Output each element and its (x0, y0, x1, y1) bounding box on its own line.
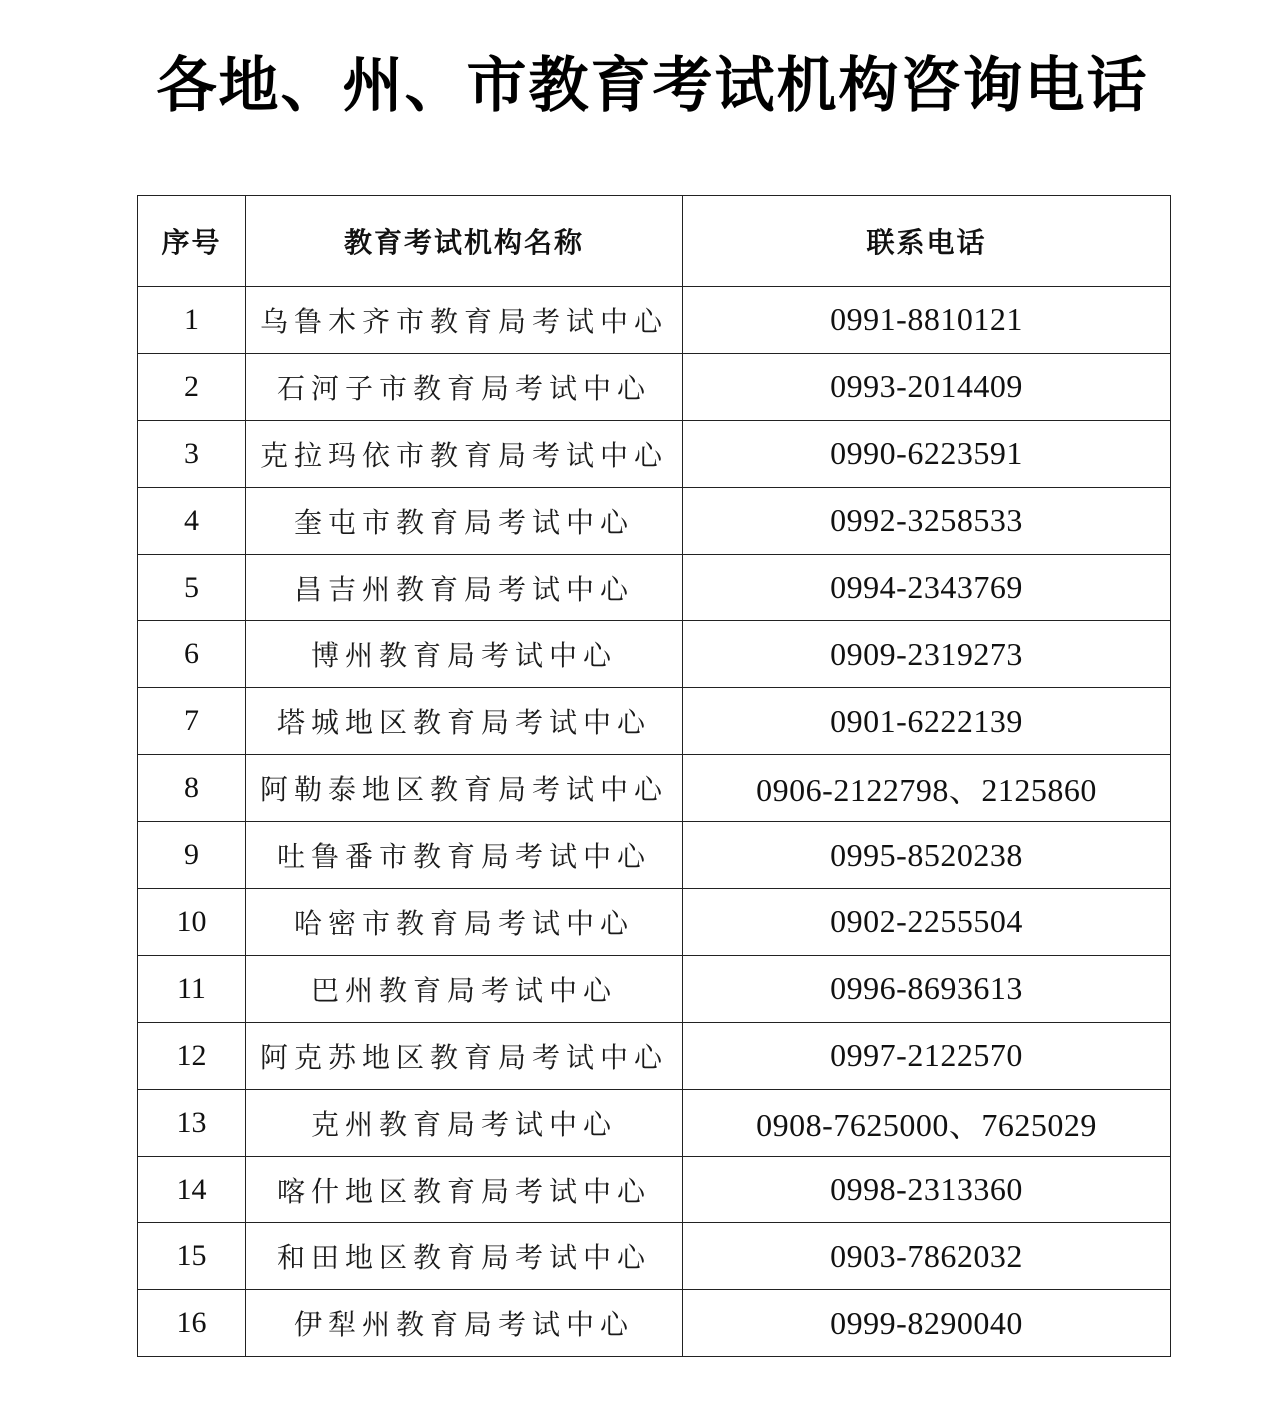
phone-number: 0994-2343769 (683, 554, 1171, 621)
phone-number: 0997-2122570 (683, 1022, 1171, 1089)
institution-name: 巴州教育局考试中心 (246, 955, 683, 1022)
institution-name: 博州教育局考试中心 (246, 621, 683, 688)
table-header-row (138, 196, 1171, 287)
row-index: 14 (138, 1156, 246, 1223)
phone-number: 0998-2313360 (683, 1156, 1171, 1223)
table-row (138, 353, 1171, 420)
table-row (138, 554, 1171, 621)
phone-number: 0996-8693613 (683, 955, 1171, 1022)
table-row (138, 688, 1171, 755)
header-index: 序号 (138, 196, 246, 287)
institution-name: 喀什地区教育局考试中心 (246, 1156, 683, 1223)
institution-name: 乌鲁木齐市教育局考试中心 (246, 287, 683, 354)
row-index: 13 (138, 1089, 246, 1156)
phone-number: 0992-3258533 (683, 487, 1171, 554)
institution-name: 克拉玛依市教育局考试中心 (246, 420, 683, 487)
institution-name: 石河子市教育局考试中心 (246, 353, 683, 420)
institution-name: 克州教育局考试中心 (246, 1089, 683, 1156)
phone-number: 0999-8290040 (683, 1290, 1171, 1357)
table-row (138, 1223, 1171, 1290)
row-index: 1 (138, 287, 246, 354)
table-row (138, 287, 1171, 354)
phone-number: 0903-7862032 (683, 1223, 1171, 1290)
table-row (138, 487, 1171, 554)
phone-number: 0990-6223591 (683, 420, 1171, 487)
row-index: 6 (138, 621, 246, 688)
row-index: 10 (138, 889, 246, 956)
table-row (138, 621, 1171, 688)
row-index: 12 (138, 1022, 246, 1089)
institution-name: 奎屯市教育局考试中心 (246, 487, 683, 554)
row-index: 2 (138, 353, 246, 420)
row-index: 7 (138, 688, 246, 755)
page-title: 各地、州、市教育考试机构咨询电话 (156, 51, 1149, 121)
row-index: 4 (138, 487, 246, 554)
institution-name: 哈密市教育局考试中心 (246, 889, 683, 956)
phone-number: 0901-6222139 (683, 688, 1171, 755)
table-row (138, 889, 1171, 956)
table-row (138, 955, 1171, 1022)
row-index: 3 (138, 420, 246, 487)
table-row (138, 1022, 1171, 1089)
contact-table (137, 195, 1171, 1357)
row-index: 5 (138, 554, 246, 621)
institution-name: 和田地区教育局考试中心 (246, 1223, 683, 1290)
institution-name: 吐鲁番市教育局考试中心 (246, 822, 683, 889)
phone-number: 0908-7625000、7625029 (683, 1089, 1171, 1156)
row-index: 15 (138, 1223, 246, 1290)
phone-number: 0991-8810121 (683, 287, 1171, 354)
table-row (138, 1156, 1171, 1223)
header-phone: 联系电话 (683, 196, 1171, 287)
header-name: 教育考试机构名称 (246, 196, 683, 287)
institution-name: 伊犁州教育局考试中心 (246, 1290, 683, 1357)
table-row (138, 1290, 1171, 1357)
table-row (138, 1089, 1171, 1156)
institution-name: 塔城地区教育局考试中心 (246, 688, 683, 755)
institution-name: 阿勒泰地区教育局考试中心 (246, 755, 683, 822)
phone-number: 0902-2255504 (683, 889, 1171, 956)
institution-name: 昌吉州教育局考试中心 (246, 554, 683, 621)
phone-number: 0909-2319273 (683, 621, 1171, 688)
institution-name: 阿克苏地区教育局考试中心 (246, 1022, 683, 1089)
phone-number: 0906-2122798、2125860 (683, 755, 1171, 822)
row-index: 16 (138, 1290, 246, 1357)
table-row (138, 822, 1171, 889)
phone-number: 0993-2014409 (683, 353, 1171, 420)
table-row (138, 755, 1171, 822)
row-index: 11 (138, 955, 246, 1022)
table-row (138, 420, 1171, 487)
phone-number: 0995-8520238 (683, 822, 1171, 889)
row-index: 9 (138, 822, 246, 889)
row-index: 8 (138, 755, 246, 822)
